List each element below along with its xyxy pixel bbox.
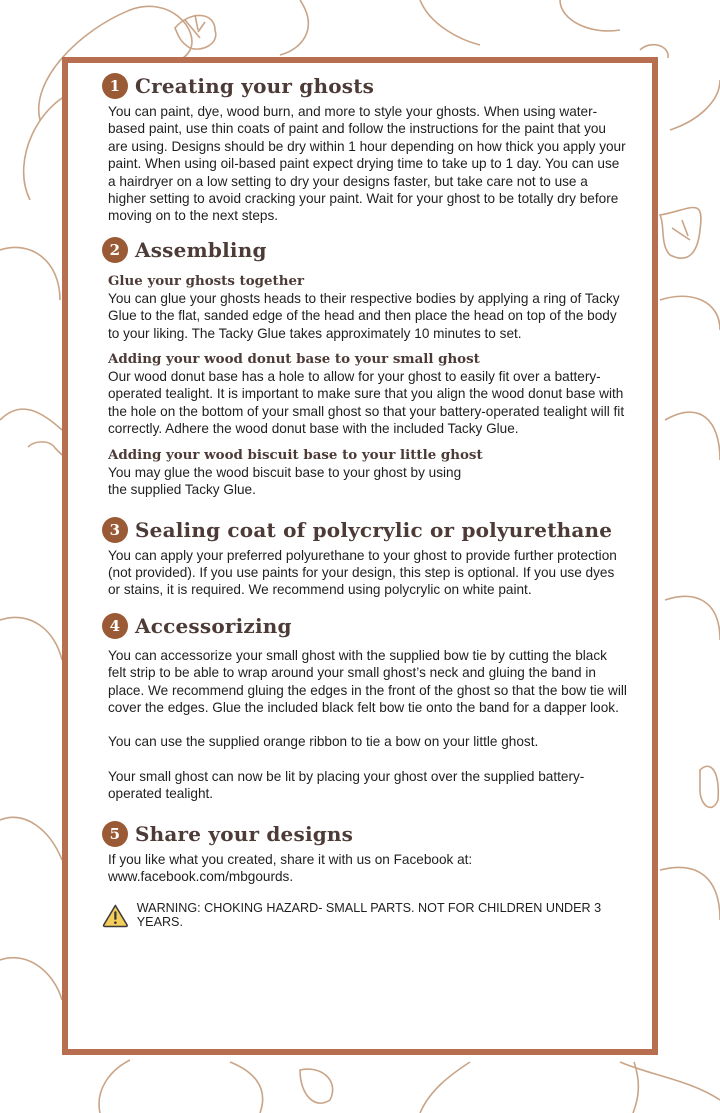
section-heading [102, 613, 628, 639]
subsection-text: Our wood donut base has a hole to allow for your ghost to easily fit over a battery-operated tealight. It is important to make sure that you align the wood donut base with the hole on the bottom of your small ghost so that your battery-operated tealight will fit correctly. Adhere the wood donut base with the included Tacky Glue. [108, 369, 625, 437]
subsection-text: You can glue your ghosts heads to their respective bodies by applying a ring of Tacky Glue to the flat, sanded edge of the head and then place the head on top of the body to your liking. The Tacky Glue takes approximately 10 minutes to set. [108, 290, 620, 341]
section-assembling [108, 237, 628, 499]
step-number-badge: 2 [102, 237, 128, 263]
instructions-frame [62, 57, 658, 1055]
subsection-title: Glue your ghosts together [108, 272, 305, 289]
section-paragraph: You can accessorize your small ghost with the supplied bow tie by cutting the black felt strip to be able to wrap around your small ghost’s neck and gluing the band in place. We recommend gluing the edges in the front of the ghost so that the bow tie will cover the edges. Glue the included black felt bow tie onto the band for a dapper look. [108, 647, 627, 715]
section-title: Share your designs [135, 821, 354, 846]
step-number-badge: 4 [102, 613, 128, 639]
subsection-title: Adding your wood donut base to your small ghost [108, 351, 480, 368]
warning-text: WARNING: CHOKING HAZARD- SMALL PARTS. NOT FOR CHILDREN UNDER 3 YEARS. [136, 901, 602, 930]
section-heading [102, 73, 628, 99]
section-creating-ghosts [108, 73, 628, 225]
section-title: Accessorizing [135, 613, 292, 638]
section-share-designs [108, 821, 628, 886]
choking-hazard-warning [102, 901, 628, 929]
instructions-content [108, 73, 628, 929]
section-accessorizing [108, 613, 628, 803]
step-number-badge: 3 [102, 517, 128, 543]
section-title: Creating your ghosts [135, 74, 375, 98]
subsection-text: You may glue the wood biscuit base to your ghost by using the supplied Tacky Glue. [108, 464, 462, 498]
section-heading [102, 821, 628, 847]
section-paragraph: If you like what you created, share it with us on Facebook at: www.facebook.com/mbgourds. [108, 851, 473, 884]
section-paragraph: You can use the supplied orange ribbon to tie a bow on your little ghost. [108, 734, 539, 750]
section-title: Sealing coat of polycrylic or polyurethane [135, 517, 613, 542]
step-number-badge: 5 [102, 821, 128, 847]
step-number-badge: 1 [102, 73, 128, 99]
warning-triangle-icon [102, 903, 129, 928]
section-sealing-coat [108, 517, 628, 599]
section-heading [102, 237, 628, 263]
section-paragraph: You can apply your preferred polyurethane to your ghost to provide further protection (not provided). If you use paints for your design, this step is optional. If you use dyes or stains, it is required. We recommend using polycrylic on white paint. [108, 547, 617, 598]
section-paragraph: You can paint, dye, wood burn, and more to style your ghosts. When using water-based paint, use thin coats of paint and follow the instructions for the paint that you are using. Designs should be dry within 1 hour depending on how thick you apply your paint. When using oil-based paint expect drying time to take up to 1 day. You can use a hairdryer on a low setting to dry your designs faster, but take care not to use a higher setting to avoid cracking your paint. Wait for your ghost to be totally dry before moving on to the next steps. [108, 104, 626, 224]
section-title: Assembling [135, 237, 267, 262]
section-paragraph: Your small ghost can now be lit by placing your ghost over the supplied battery-operated tealight. [108, 768, 585, 802]
subsection-title: Adding your wood biscuit base to your little ghost [108, 446, 483, 463]
section-heading [102, 517, 628, 543]
